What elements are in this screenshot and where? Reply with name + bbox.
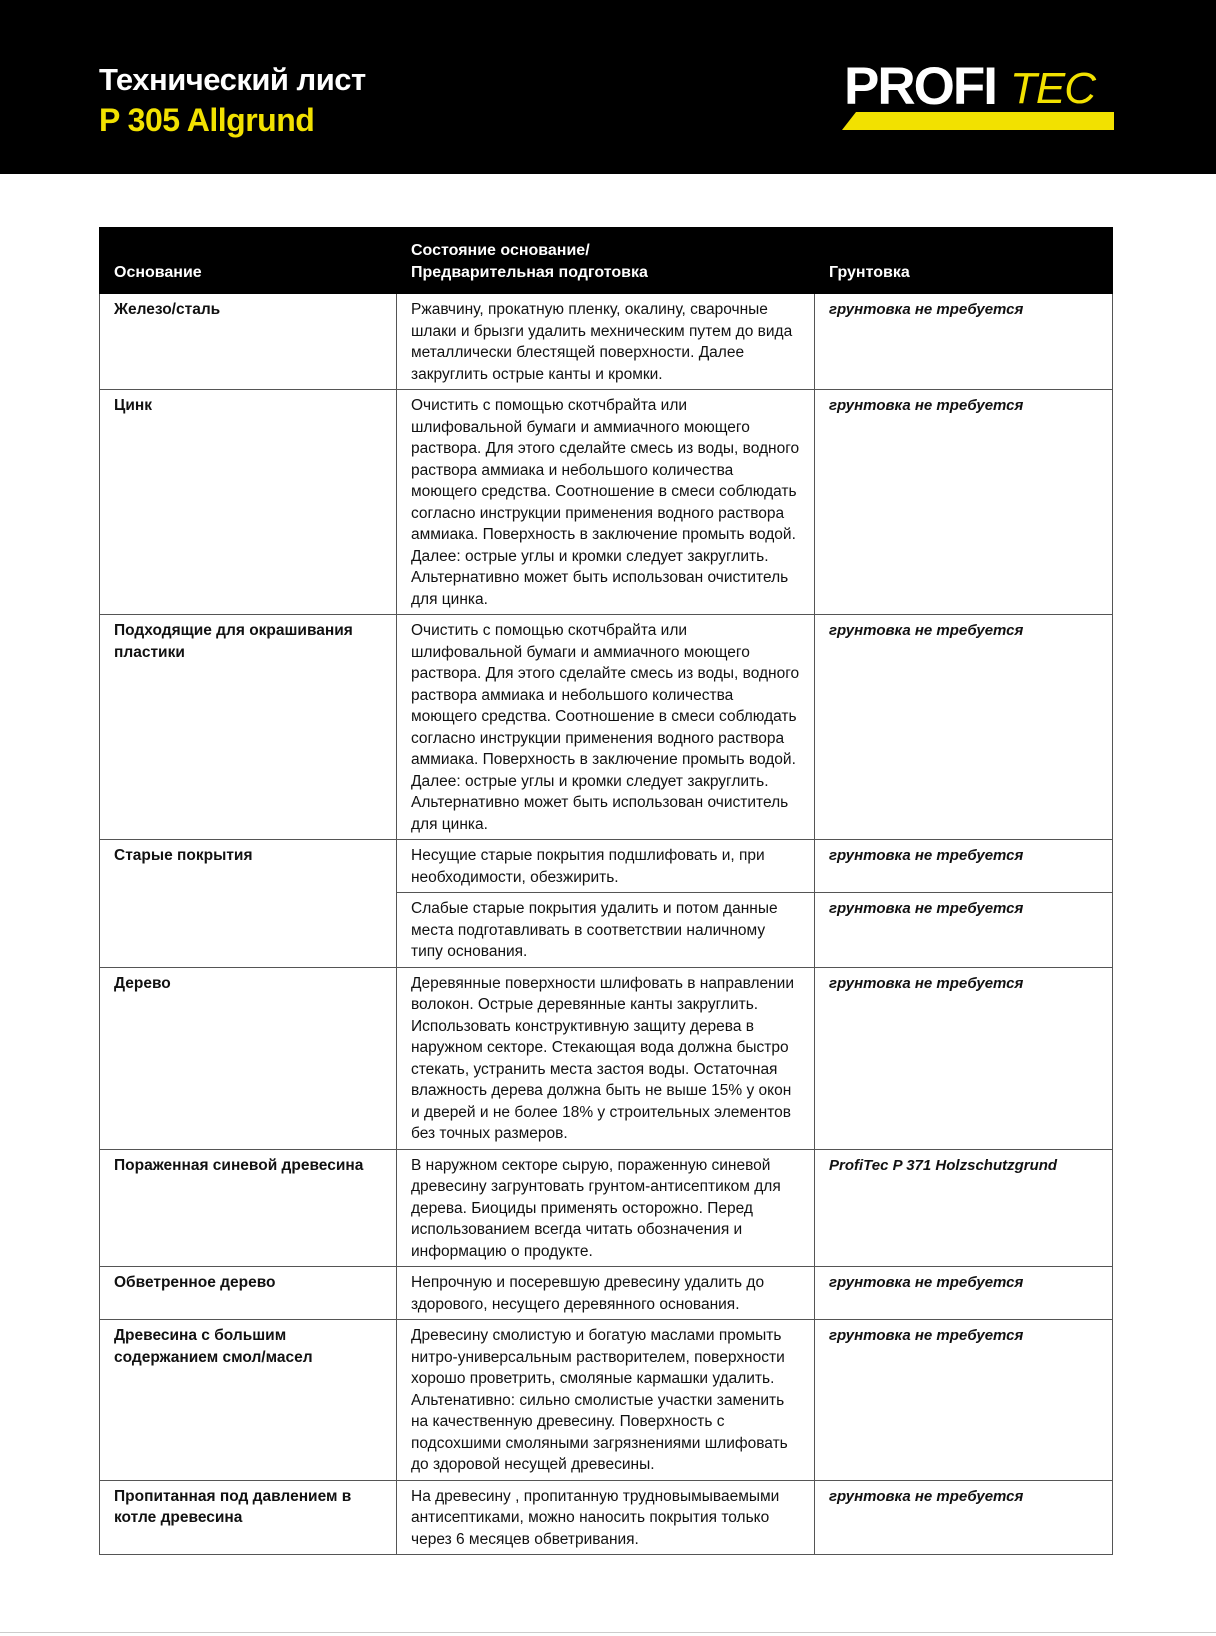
cell-preparation: В наружном секторе сырую, пораженную синевой древесину загрунтовать грунтом-антисептиком для дерева. Биоциды применять осторожно. Перед использованием всегда читать обозначения и информацию о продукте. — [397, 1149, 815, 1267]
table-row — [100, 294, 1113, 390]
cell-preparation: На древесину , пропитанную трудновымываемыми антисептиками, можно наносить покрытия только через 6 месяцев обветривания. — [397, 1480, 815, 1555]
cell-preparation: Непрочную и посеревшую древесину удалить до здорового, несущего деревянного основания. — [397, 1267, 815, 1320]
profitec-logo — [842, 52, 1114, 132]
preparation-table — [99, 227, 1113, 1555]
page-bottom-divider — [0, 1632, 1216, 1633]
table-row — [100, 390, 1113, 615]
cell-primer: грунтовка не требуется — [815, 1267, 1113, 1320]
table-row — [100, 1149, 1113, 1267]
cell-base: Железо/сталь — [100, 294, 397, 390]
column-header-preparation-line1: Состояние основание/ — [411, 242, 590, 259]
logo-graphic — [842, 52, 1114, 132]
column-header-preparation — [397, 228, 815, 294]
cell-primer: грунтовка не требуется — [815, 294, 1113, 390]
cell-primer: грунтовка не требуется — [815, 1320, 1113, 1481]
product-name: P 305 Allgrund — [99, 102, 315, 138]
cell-preparation: Ржавчину, прокатную пленку, окалину, сварочные шлаки и брызги удалить мехническим путем до вида металлически блестящей поверхности. Далее закруглить острые канты и кромки. — [397, 294, 815, 390]
cell-base: Цинк — [100, 390, 397, 615]
column-header-preparation-line2: Предварительная подготовка — [411, 264, 648, 281]
table-row — [100, 615, 1113, 840]
table-row — [100, 967, 1113, 1149]
cell-preparation: Слабые старые покрытия удалить и потом данные места подготавливать в соответствии наличному типу основания. — [397, 893, 815, 968]
column-header-primer: Грунтовка — [815, 228, 1113, 294]
cell-preparation: Несущие старые покрытия подшлифовать и, при необходимости, обезжирить. — [397, 840, 815, 893]
cell-primer: грунтовка не требуется — [815, 967, 1113, 1149]
logo-text-accent: TEC — [1010, 64, 1095, 113]
cell-preparation: Очистить с помощью скотчбрайта или шлифовальной бумаги и аммиачного моющего раствора. Для этого сделайте смесь из воды, водного раствора аммиака и небольшого количества моющего средства. Соотношение в смеси соблюдать согласно инструкции применения водного раствора аммиака. Поверхность в заключение промыть водой. Далее: острые углы и кромки следует закруглить. Альтернативно может быть использован очиститель для цинка. — [397, 615, 815, 840]
cell-preparation: Древесину смолистую и богатую маслами промыть нитро-универсальным растворителем, поверхности хорошо проветрить, смоляные кармашки удалить. Альтенативно: сильно смолистые участки заменить на качественную древесину. Поверхность с подсохшими смоляными загрязнениями шлифовать до здоровой несущей древесины. — [397, 1320, 815, 1481]
page-header — [0, 0, 1216, 174]
cell-primer: грунтовка не требуется — [815, 1480, 1113, 1555]
cell-base: Пропитанная под давлением в котле древесина — [100, 1480, 397, 1555]
cell-base: Обветренное дерево — [100, 1267, 397, 1320]
cell-base: Дерево — [100, 967, 397, 1149]
cell-primer: грунтовка не требуется — [815, 390, 1113, 615]
column-header-base: Основание — [100, 228, 397, 294]
cell-primer: грунтовка не требуется — [815, 840, 1113, 893]
table-row — [100, 1320, 1113, 1481]
cell-base: Старые покрытия — [100, 840, 397, 968]
cell-preparation: Очистить с помощью скотчбрайта или шлифовальной бумаги и аммиачного моющего раствора. Для этого сделайте смесь из воды, водного раствора аммиака и небольшого количества моющего средства. Соотношение в смеси соблюдать согласно инструкции применения водного раствора аммиака. Поверхность в заключение промыть водой. Далее: острые углы и кромки следует закруглить. Альтернативно может быть использован очиститель для цинка. — [397, 390, 815, 615]
cell-base: Древесина с большим содержанием смол/масел — [100, 1320, 397, 1481]
cell-base: Подходящие для окрашивания пластики — [100, 615, 397, 840]
logo-text-main: PROFI — [844, 57, 996, 116]
cell-primer: грунтовка не требуется — [815, 615, 1113, 840]
cell-base: Пораженная синевой древесина — [100, 1149, 397, 1267]
table-row — [100, 840, 1113, 893]
cell-preparation: Деревянные поверхности шлифовать в направлении волокон. Острые деревянные канты закруглить. Использовать конструктивную защиту дерева в наружном секторе. Стекающая вода должна быстро стекать, устранить места застоя воды. Остаточная влажность дерева должна быть не выше 15% у окон и дверей и не более 18% у строительных элементов без точных размеров. — [397, 967, 815, 1149]
cell-primer: грунтовка не требуется — [815, 893, 1113, 968]
table-row — [100, 1267, 1113, 1320]
page-title: Технический лист — [99, 62, 366, 97]
cell-primer: ProfiTec P 371 Holzschutzgrund — [815, 1149, 1113, 1267]
table-header-row — [100, 228, 1113, 294]
table-row — [100, 1480, 1113, 1555]
